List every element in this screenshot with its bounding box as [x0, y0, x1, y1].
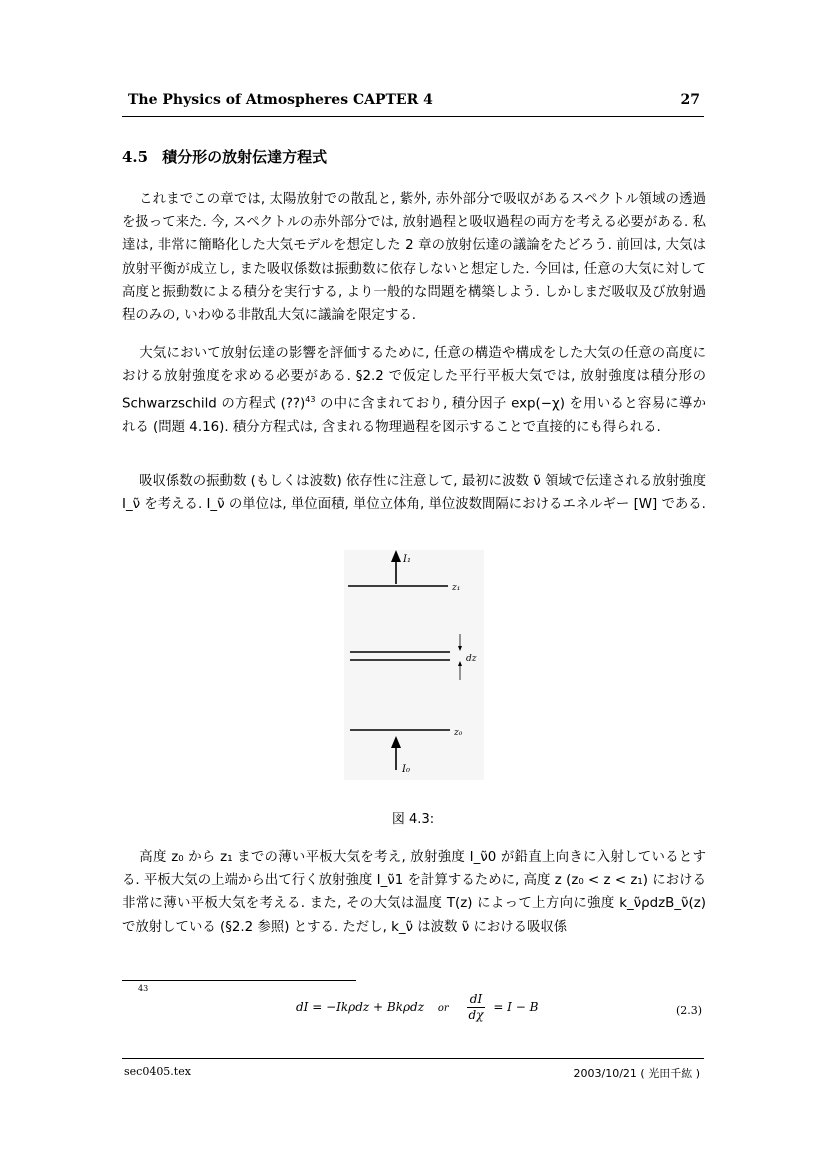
- label-I0: I₀: [402, 764, 410, 775]
- equation-left: dI = −Ikρdz + Bkρdz: [296, 1000, 425, 1014]
- paragraph-2-text-a: 大気において放射伝達の影響を評価するために, 任意の構造や構成をした大気の任意の高度における放射強度を求める必要がある. §2.2 で仮定した平行平板大気では, 放射強度は積分形の Schwarzschild の方程式 (??): [122, 346, 706, 412]
- paragraph-4: [122, 846, 706, 939]
- paragraph-2: [122, 342, 706, 439]
- label-z0: z₀: [454, 728, 463, 738]
- equation-or: or: [437, 1003, 449, 1014]
- paragraph-3: [122, 470, 706, 516]
- section-heading: [122, 146, 327, 167]
- page-footer: [122, 1058, 704, 1080]
- label-I1: I₁: [403, 554, 411, 565]
- paragraph-4-text: 高度 z₀ から z₁ までの薄い平板大気を考え, 放射強度 I_ν̃0 が鉛直上向きに入射しているとする. 平板大気の上端から出て行く放射強度 I_ν̃1 を計算するために, 高度 z (z₀ < z < z₁) における非常に薄い平板大気を考える. また, その大気は温度 T(z) によって上方向に強度 k_ν̃ρdzB_ν̃(z) で放射している (§2.2 参照) とする. ただし, k_ν̃ は波数 ν̃ における吸収係: [122, 850, 706, 935]
- footnote-equation: [296, 992, 538, 1023]
- equation-fraction: [467, 992, 486, 1023]
- equation-number: (2.3): [676, 1004, 703, 1017]
- footnote-divider: [122, 980, 356, 981]
- fraction-denominator: dχ: [468, 1008, 484, 1022]
- equation-right: = I − B: [493, 1000, 539, 1014]
- page-header: [122, 90, 704, 117]
- figure-caption: 図 4.3:: [391, 812, 435, 827]
- section-number: 4.5: [122, 148, 149, 166]
- source-filename: sec0405.tex: [124, 1065, 191, 1078]
- paragraph-2-text-b: の中に含まれており, 積分因子 exp(−χ) を用いると容易に導かれる (問題 4.16). 積分方程式は, 含まれる物理過程を図示することで直接的にも得られる.: [122, 396, 706, 436]
- fraction-numerator: dI: [467, 992, 486, 1008]
- date-and-author: 2003/10/21 ( 光田千紘 ): [573, 1067, 700, 1080]
- footnote-mark: 43: [138, 984, 149, 993]
- paragraph-3-text: 吸収係数の振動数 (もしくは波数) 依存性に注意して, 最初に波数 ν̃ 領域で伝達される放射強度 I_ν̃ を考える. I_ν̃ の単位は, 単位面積, 単位立体角, 単位波数間隔におけるエネルギー [W] である.: [122, 474, 706, 513]
- paragraph-1-text: これまでこの章では, 太陽放射での散乱と, 紫外, 赤外部分で吸収があるスペクトル領域の透過を扱って来た. 今, スペクトルの赤外部分では, 放射過程と吸収過程の両方を考える必要がある. 私達は, 非常に簡略化した大気モデルを想定した 2 章の放射伝達の議論をたどろう. 前回は, 大気は放射平衡が成立し, また吸収係数は振動数に依存しないと想定した. 今回は, 任意の大気に対して高度と振動数による積分を実行する, より一般的な問題を構築しよう. しかしまだ吸収及び放射過程のみの, いわゆる非散乱大気に議論を限定する.: [122, 192, 706, 324]
- footnote-reference: 43: [305, 395, 316, 405]
- section-title: 積分形の放射伝達方程式: [162, 148, 328, 166]
- label-z1: z₁: [452, 583, 461, 593]
- figure-background-texture: [344, 550, 484, 780]
- page-number: 27: [680, 92, 700, 108]
- slab-diagram: [330, 542, 490, 787]
- label-dz: dz: [466, 654, 477, 664]
- running-title: The Physics of Atmospheres CAPTER 4: [128, 92, 433, 108]
- paragraph-1: [122, 188, 706, 327]
